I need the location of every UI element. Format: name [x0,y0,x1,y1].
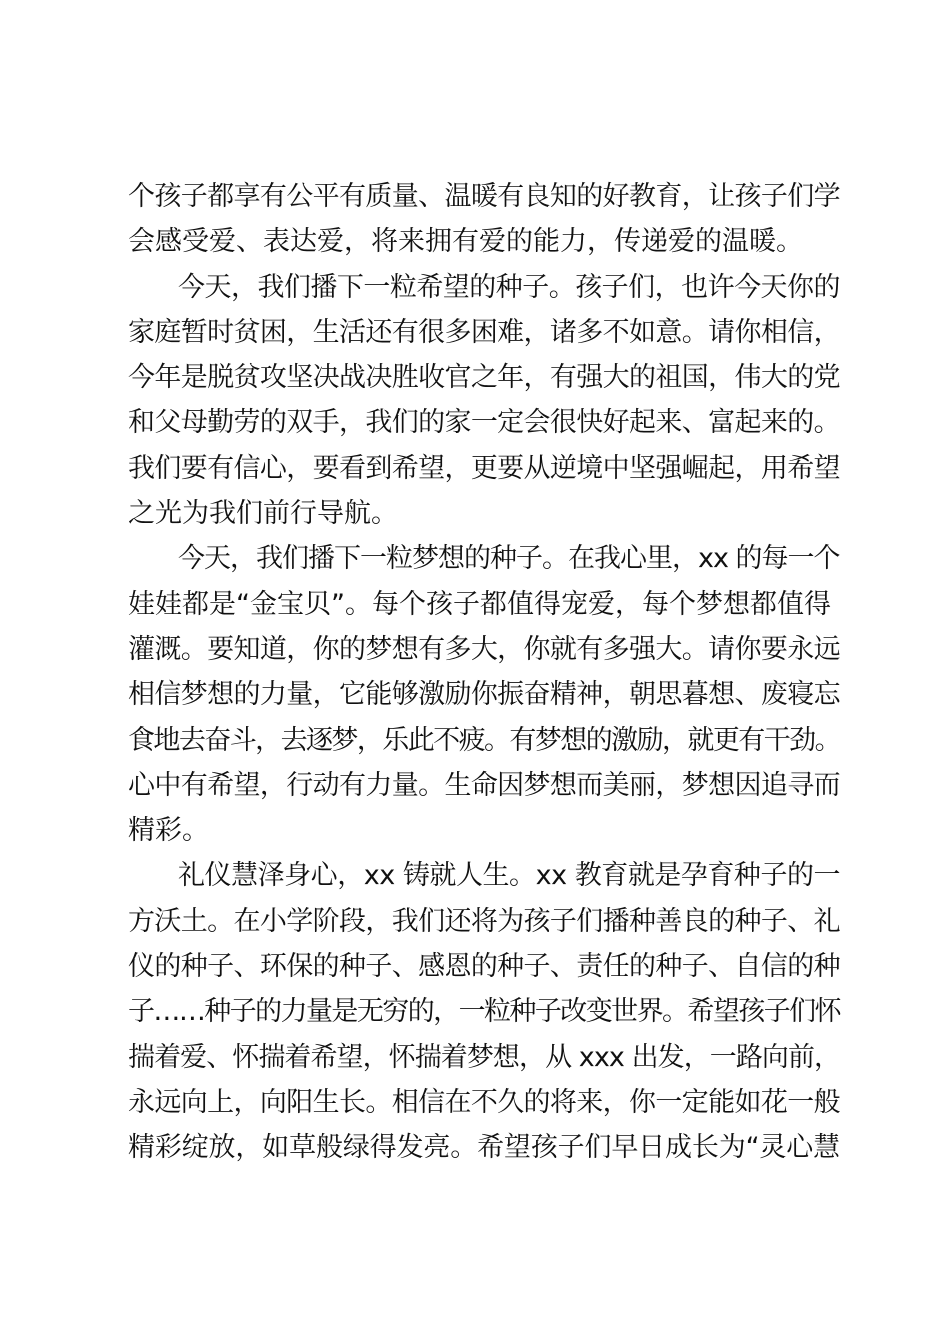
text-line: 心中有希望，行动有力量。生命因梦想而美丽，梦想因追寻而 [128,769,840,801]
text-line: 永远向上，向阳生长。相信在不久的将来，你一定能如花一般 [128,1086,840,1118]
text-line: 个孩子都享有公平有质量、温暖有良知的好教育，让孩子们学 [128,181,840,212]
text-line: 精彩。 [128,815,209,847]
text-line: 相信梦想的力量，它能够激励你振奋精神，朝思暮想、废寝忘 [128,679,840,711]
text-line: 灌溉。要知道，你的梦想有多大，你就有多强大。请你要永远 [128,633,840,665]
text-line: 揣着爱、怀揣着希望，怀揣着梦想，从 xxx 出发，一路向前， [128,1041,841,1073]
text-line: 我们要有信心，要看到希望，更要从逆境中坚强崛起，用希望 [128,452,840,484]
text-line: 今年是脱贫攻坚决战决胜收官之年，有强大的祖国，伟大的党 [128,362,840,394]
text-line: 娃娃都是“金宝贝”。每个孩子都值得宠爱，每个梦想都值得 [128,588,831,620]
body-text [128,174,840,1171]
text-line: 家庭暂时贫困，生活还有很多困难，诸多不如意。请你相信， [128,316,840,348]
text-line: 会感受爱、表达爱，将来拥有爱的能力，传递爱的温暖。 [128,226,803,258]
text-line: 和父母勤劳的双手，我们的家一定会很快好起来、富起来的。 [128,407,840,439]
paragraph-start-line: 今天，我们播下一粒希望的种子。孩子们，也许今天你的 [178,271,840,303]
paragraph-start-line: 礼仪慧泽身心，xx 铸就人生。xx 教育就是孕育种子的一 [178,860,841,892]
paragraph-start-line: 今天，我们播下一粒梦想的种子。在我心里，xx 的每一个 [178,543,840,575]
text-line: 仪的种子、环保的种子、感恩的种子、责任的种子、自信的种 [128,951,840,983]
text-line: 精彩绽放，如草般绿得发亮。希望孩子们早日成长为“灵心慧 [128,1132,840,1164]
text-line: 方沃土。在小学阶段，我们还将为孩子们播种善良的种子、礼 [128,905,840,937]
text-line: 之光为我们前行导航。 [128,498,398,530]
text-line: 食地去奋斗，去逐梦，乐此不疲。有梦想的激励，就更有干劲。 [128,724,840,756]
text-line: 子……种子的力量是无穷的，一粒种子改变世界。希望孩子们怀 [128,996,840,1028]
